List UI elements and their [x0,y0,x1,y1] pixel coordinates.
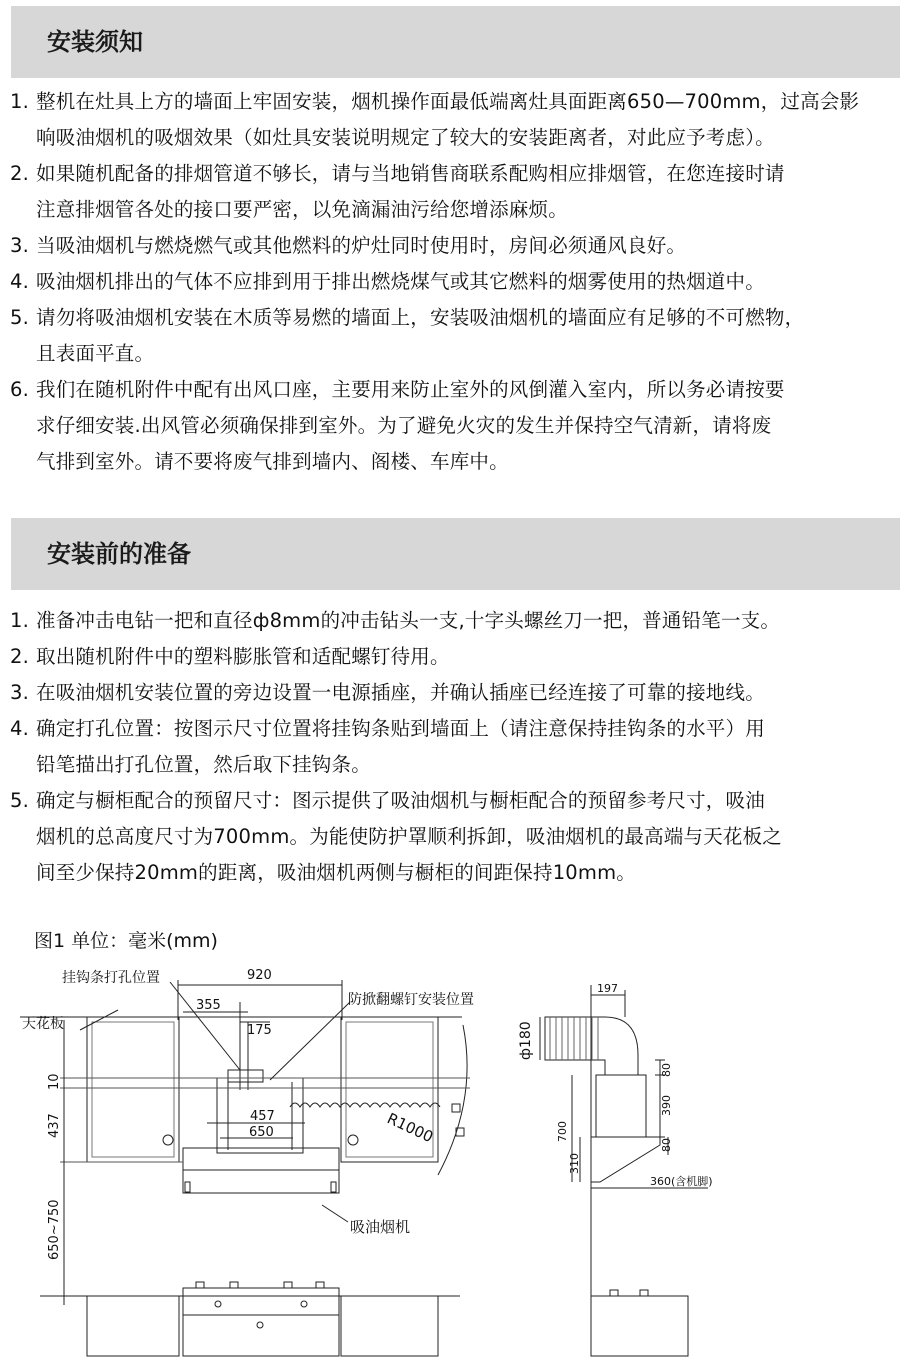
item-number: 5. [10,306,30,329]
outlet-seat [228,1070,263,1082]
dim-457: 457 [250,1109,275,1124]
item-number: 2. [10,162,30,185]
figure-caption: 图1 单位：毫米(mm) [34,930,218,952]
right-cabinet-knob [348,1135,358,1145]
radius-label: R1000 [384,1109,436,1147]
install-notes-list [10,84,910,480]
left-cabinet-knob [163,1135,173,1145]
dim-197: 197 [597,982,618,995]
left-cabinet-inner [92,1022,174,1157]
item-line: 烟机的总高度尺寸为700mm。为能使防护罩顺利拆卸，吸油烟机的最高端与天花板之 [36,825,783,848]
item-line: 注意排烟管各处的接口要严密，以免滴漏油污给您增添麻烦。 [36,198,568,221]
item-line: 如果随机配备的排烟管道不够长，请与当地销售商联系配购相应排烟管，在您连接时请 [36,162,785,185]
right-lower-cabinet [341,1296,438,1356]
item-line: 响吸油烟机的吸烟效果（如灶具安装说明规定了较大的安装距离者，对此应予考虑）。 [36,126,775,149]
dim-437: 437 [47,1113,62,1138]
section-title: 安装前的准备 [47,540,191,568]
item-number: 1. [10,609,30,632]
item-number: 2. [10,645,30,668]
list-item [10,372,910,480]
item-number: 3. [10,681,30,704]
ceiling-label: 天花板 [22,1016,64,1032]
item-number: 3. [10,234,30,257]
dim-80-top: 80 [660,1063,673,1077]
item-line: 准备冲击电钻一把和直径ф8mm的冲击钻头一支,十字头螺丝刀一把，普通铅笔一支。 [36,609,781,632]
list-item [10,783,910,891]
section-title: 安装须知 [47,28,143,56]
item-number: 6. [10,378,30,401]
list-item [10,264,910,300]
dim-360: 360(含机脚) [650,1175,713,1188]
left-upper-cabinet [87,1017,179,1162]
left-lower-cabinet [87,1296,179,1356]
dim-phi180: ф180 [518,1021,534,1060]
dim-80-bottom: 80 [660,1138,673,1152]
screw-label: 防掀翻螺钉安装位置 [348,992,474,1008]
side-counter [591,1296,688,1356]
item-line: 确定与橱柜配合的预留尺寸：图示提供了吸油烟机与橱柜配合的预留参考尺寸，吸油 [36,789,765,812]
front-view [20,980,470,1356]
dim-700: 700 [556,1121,569,1142]
r1000-arc [438,1025,467,1175]
side-chimney [596,1075,646,1137]
item-line: 吸油烟机排出的气体不应排到用于排出燃烧煤气或其它燃料的烟雾使用的热烟道中。 [36,270,765,293]
item-line: 整机在灶具上方的墙面上牢固安装，烟机操作面最低端离灶具面距离650—700mm，过高会影 [36,90,860,113]
item-line: 气排到室外。请不要将废气排到墙内、阁楼、车库中。 [36,450,509,473]
side-view [540,985,708,1356]
item-line: 请勿将吸油烟机安装在木质等易燃的墙面上，安装吸油烟机的墙面应有足够的不可燃物， [36,306,805,329]
section-header-install-notes [11,6,900,78]
dim-390: 390 [660,1095,673,1116]
dim-650-750: 650~750 [47,1199,62,1260]
dim-10: 10 [47,1073,62,1090]
item-number: 1. [10,90,30,113]
item-line: 当吸油烟机与燃烧燃气或其他燃料的炉灶同时使用时，房间必须通风良好。 [36,234,687,257]
installation-diagram [0,960,912,1360]
dim-355: 355 [196,998,221,1013]
dim-310: 310 [568,1153,581,1174]
item-line: 且表面平直。 [36,342,155,365]
item-line: 求仔细安装.出风管必须确保排到室外。为了避免火灾的发生并保持空气清新，请将废 [36,414,772,437]
list-item [10,603,910,639]
list-item [10,228,910,264]
item-line: 铅笔描出打孔位置，然后取下挂钩条。 [36,753,371,776]
list-item [10,156,910,228]
exhaust-coil [290,1103,440,1107]
item-line: 确定打孔位置：按图示尺寸位置将挂钩条贴到墙面上（请注意保持挂钩条的水平）用 [36,717,765,740]
dim-175: 175 [247,1023,272,1038]
hood-label: 吸油烟机 [350,1218,411,1236]
item-number: 4. [10,270,30,293]
item-line: 在吸油烟机安装位置的旁边设置一电源插座，并确认插座已经连接了可靠的接地线。 [36,681,765,704]
section-header-preparation [11,518,900,590]
preparation-list [10,603,910,891]
dim-650: 650 [249,1125,274,1140]
list-item [10,300,910,372]
list-item [10,84,910,156]
wall-plug [452,1104,460,1112]
item-line: 我们在随机附件中配有出风口座，主要用来防止室外的风倒灌入室内，所以务必请按要 [36,378,785,401]
list-item [10,675,910,711]
item-number: 5. [10,789,30,812]
item-line: 间至少保持20mm的距离，吸油烟机两侧与橱柜的间距保持10mm。 [36,861,637,884]
item-line: 取出随机附件中的塑料膨胀管和适配螺钉待用。 [36,645,450,668]
list-item [10,639,910,675]
hook-label: 挂钩条打孔位置 [62,970,160,986]
dim-920: 920 [247,968,272,983]
list-item [10,711,910,783]
item-number: 4. [10,717,30,740]
